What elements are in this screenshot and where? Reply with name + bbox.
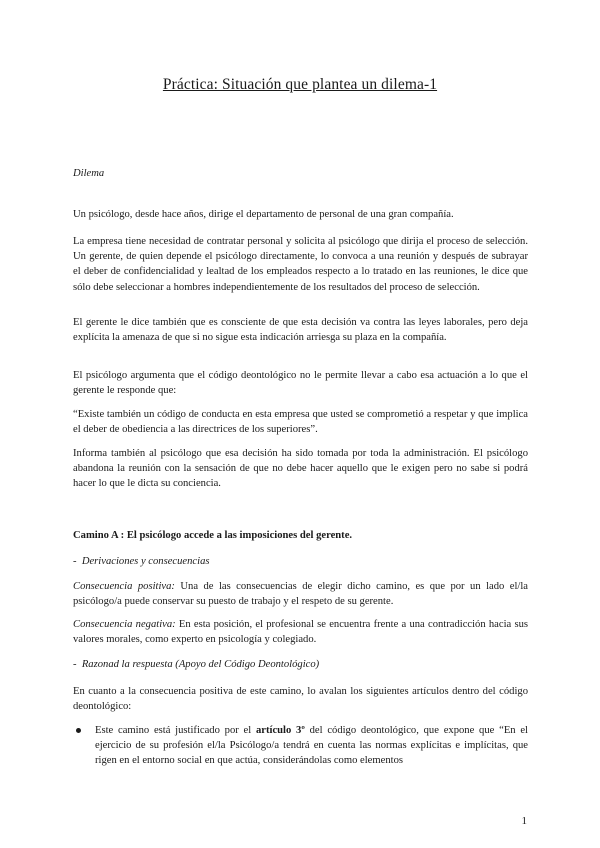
list-item-text — [95, 723, 528, 769]
page-title: Práctica: Situación que plantea un dilema-1 — [162, 76, 438, 93]
consecuencia-positiva-label: Consecuencia positiva: — [73, 581, 175, 592]
paragraph-3: El gerente le dice también que es consciente de que esta decisión va contra las leyes laborales, pero deja explícita la amenaza de que si no sigue esta indicación arriesga su plaza en la compañía. — [73, 317, 528, 344]
dilema-heading: Dilema — [73, 168, 105, 179]
subheading-derivaciones-label: Derivaciones y consecuencias — [81, 556, 210, 567]
paragraph-5: “Existe también un código de conducta en esta empresa que usted se comprometió a respetar y que implica el deber de obediencia a las directrices de los superiores”. — [73, 409, 528, 436]
page-number: 1 — [521, 815, 527, 827]
consecuencia-positiva-text: Una de las consecuencias de elegir dicho camino, es que por un lado el/la psicólogo/a puede conservar su puesto de trabajo y el respeto de su gerente. — [73, 581, 528, 608]
subheading-derivaciones — [73, 554, 528, 569]
camino-a-heading: Camino A : El psicólogo accede a las imposiciones del gerente. — [73, 530, 353, 541]
paragraph-intro-articulos: En cuanto a la consecuencia positiva de este camino, lo avalan los siguientes artículos dentro del código deontológico: — [73, 686, 528, 713]
consecuencia-negativa — [73, 617, 528, 647]
subheading-razonad-label: Razonad la respuesta (Apoyo del Código Deontológico) — [81, 659, 320, 670]
bullet-icon — [76, 728, 81, 733]
consecuencia-positiva — [73, 579, 528, 609]
bullet-text-bold: artículo 3º — [255, 725, 305, 736]
paragraph-1: Un psicólogo, desde hace años, dirige el departamento de personal de una gran compañía. — [73, 209, 454, 220]
subheading-razonad — [73, 657, 528, 672]
consecuencia-negativa-text: En esta posición, el profesional se encuentra frente a una contradicción hacia sus valores morales, como experto en psicología y colegiado. — [73, 619, 528, 646]
consecuencia-negativa-label: Consecuencia negativa: — [73, 619, 176, 630]
bullet-text-pre: Este camino está justificado por el — [95, 725, 256, 736]
paragraph-2: La empresa tiene necesidad de contratar personal y solicita al psicólogo que dirija el proceso de selección. Un gerente, de quien depende el psicólogo directamente, lo convoca a una reunión y después de subrayar el deber de confidencialidad y lealtad de los empleados respecto a lo tratado en las reuniones, le dice que sólo debe seleccionar a hombres independientemente de los resultados del proceso de selección. — [73, 236, 528, 293]
paragraph-6: Informa también al psicólogo que esa decisión ha sido tomada por toda la administración. El psicólogo abandona la reunión con la sensación de que no debe hacer aquello que le exigen pero no sabe si podrá hacer lo que le dicta su conciencia. — [73, 448, 528, 490]
paragraph-4: El psicólogo argumenta que el código deontológico no le permite llevar a cabo esa actuación a lo que el gerente le responde que: — [73, 370, 528, 397]
dash: - — [73, 659, 77, 670]
dash: - — [73, 556, 77, 567]
bullet-text-post: del código deontológico, que expone que “En el ejercicio de su profesión el/la Psicólogo/a tendrá en cuenta las normas explícitas e implícitas, que rigen en el entorno social en que actúa, considerándolas como elementos — [95, 725, 528, 767]
